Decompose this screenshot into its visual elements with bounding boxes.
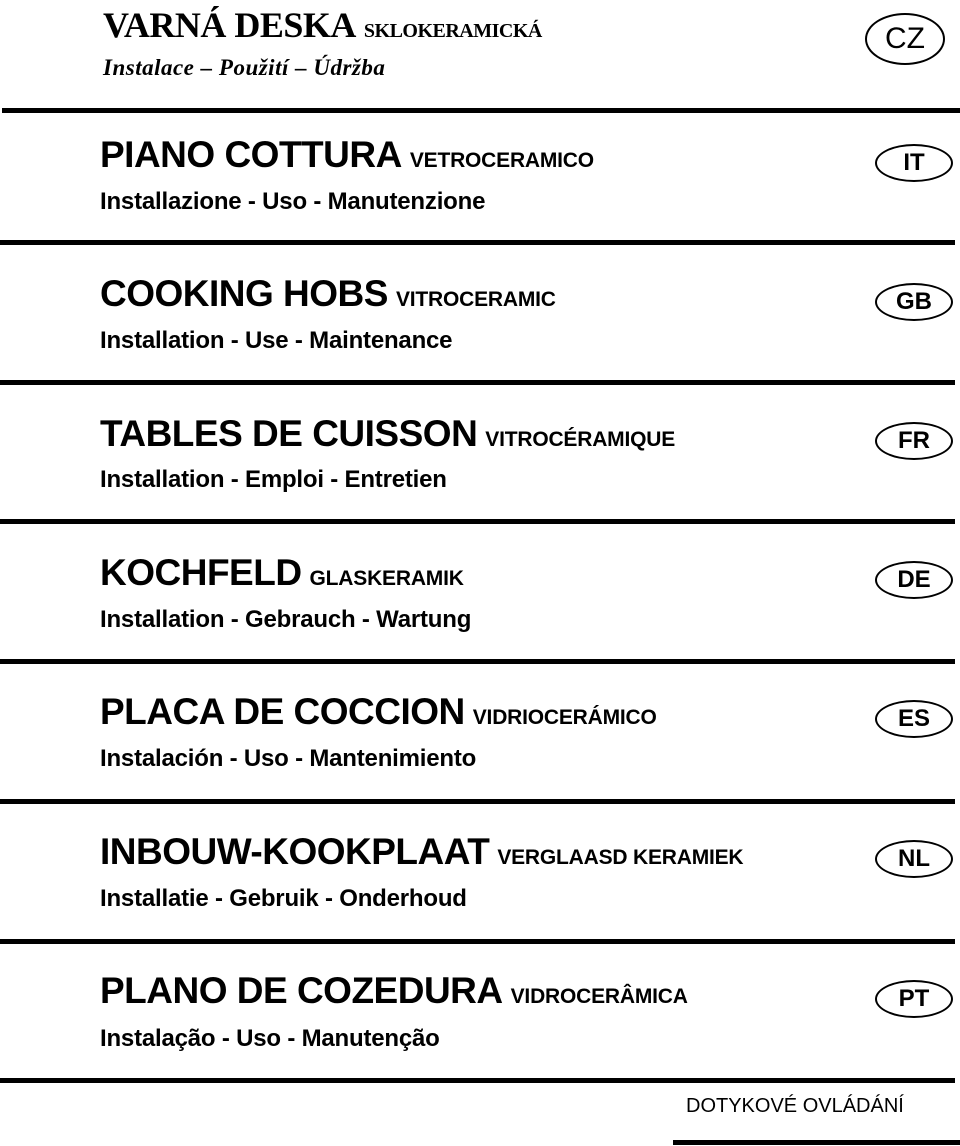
- section-title-type: VETROCERAMICO: [409, 149, 594, 172]
- language-badge-cz: CZ: [865, 13, 945, 65]
- section-title-main: TABLES DE CUISSON: [100, 413, 478, 454]
- header-title-main: VARNÁ DESKA: [103, 5, 356, 45]
- section-title: [100, 831, 743, 873]
- section-title-type: VITROCERAMIC: [395, 288, 556, 311]
- header-title: [103, 4, 542, 46]
- section-title-main: COOKING HOBS: [100, 273, 388, 314]
- section-title-main: PLACA DE COCCION: [100, 691, 465, 732]
- section-title-main: KOCHFELD: [100, 552, 302, 593]
- section-title-main: PIANO COTTURA: [100, 134, 402, 175]
- footer-divider: [673, 1140, 960, 1145]
- divider: [2, 108, 960, 113]
- section-tagline: Instalación - Uso - Mantenimiento: [100, 745, 477, 772]
- language-badge-it: IT: [875, 144, 953, 182]
- divider: [0, 659, 955, 664]
- header-tagline: Instalace – Použití – Údržba: [103, 55, 386, 80]
- section-tagline: Installation - Gebrauch - Wartung: [100, 606, 472, 633]
- divider: [0, 240, 955, 245]
- section-title-type: VIDROCERÂMICA: [510, 985, 688, 1008]
- section-title-main: PLANO DE COZEDURA: [100, 970, 503, 1011]
- language-badge-fr: FR: [875, 422, 953, 460]
- section-title: [100, 552, 464, 594]
- divider: [0, 1078, 955, 1083]
- section-tagline: Installation - Emploi - Entretien: [100, 466, 447, 493]
- section-tagline: Installatie - Gebruik - Onderhoud: [100, 885, 467, 912]
- section-tagline: Installation - Use - Maintenance: [100, 327, 453, 354]
- section-title-type: VIDRIOCERÁMICO: [472, 706, 657, 729]
- divider: [0, 939, 955, 944]
- divider: [0, 380, 955, 385]
- language-badge-gb: GB: [875, 283, 953, 321]
- header-title-type: SKLOKERAMICKÁ: [363, 20, 542, 42]
- divider: [0, 519, 955, 524]
- language-badge-nl: NL: [875, 840, 953, 878]
- section-title-type: GLASKERAMIK: [309, 567, 464, 590]
- section-title: [100, 691, 657, 733]
- language-badge-pt: PT: [875, 980, 953, 1018]
- section-title: [100, 413, 675, 455]
- section-title-type: VITROCÉRAMIQUE: [485, 428, 676, 451]
- footer-label: DOTYKOVÉ OVLÁDÁNÍ: [686, 1095, 904, 1117]
- section-title-main: INBOUW-KOOKPLAAT: [100, 831, 490, 872]
- divider: [0, 799, 955, 804]
- section-title: [100, 273, 556, 315]
- section-title: [100, 970, 688, 1012]
- section-tagline: Installazione - Uso - Manutenzione: [100, 188, 486, 215]
- section-title: [100, 134, 594, 176]
- language-badge-es: ES: [875, 700, 953, 738]
- language-badge-de: DE: [875, 561, 953, 599]
- section-title-type: VERGLAASD KERAMIEK: [497, 846, 744, 869]
- section-tagline: Instalação - Uso - Manutenção: [100, 1025, 440, 1052]
